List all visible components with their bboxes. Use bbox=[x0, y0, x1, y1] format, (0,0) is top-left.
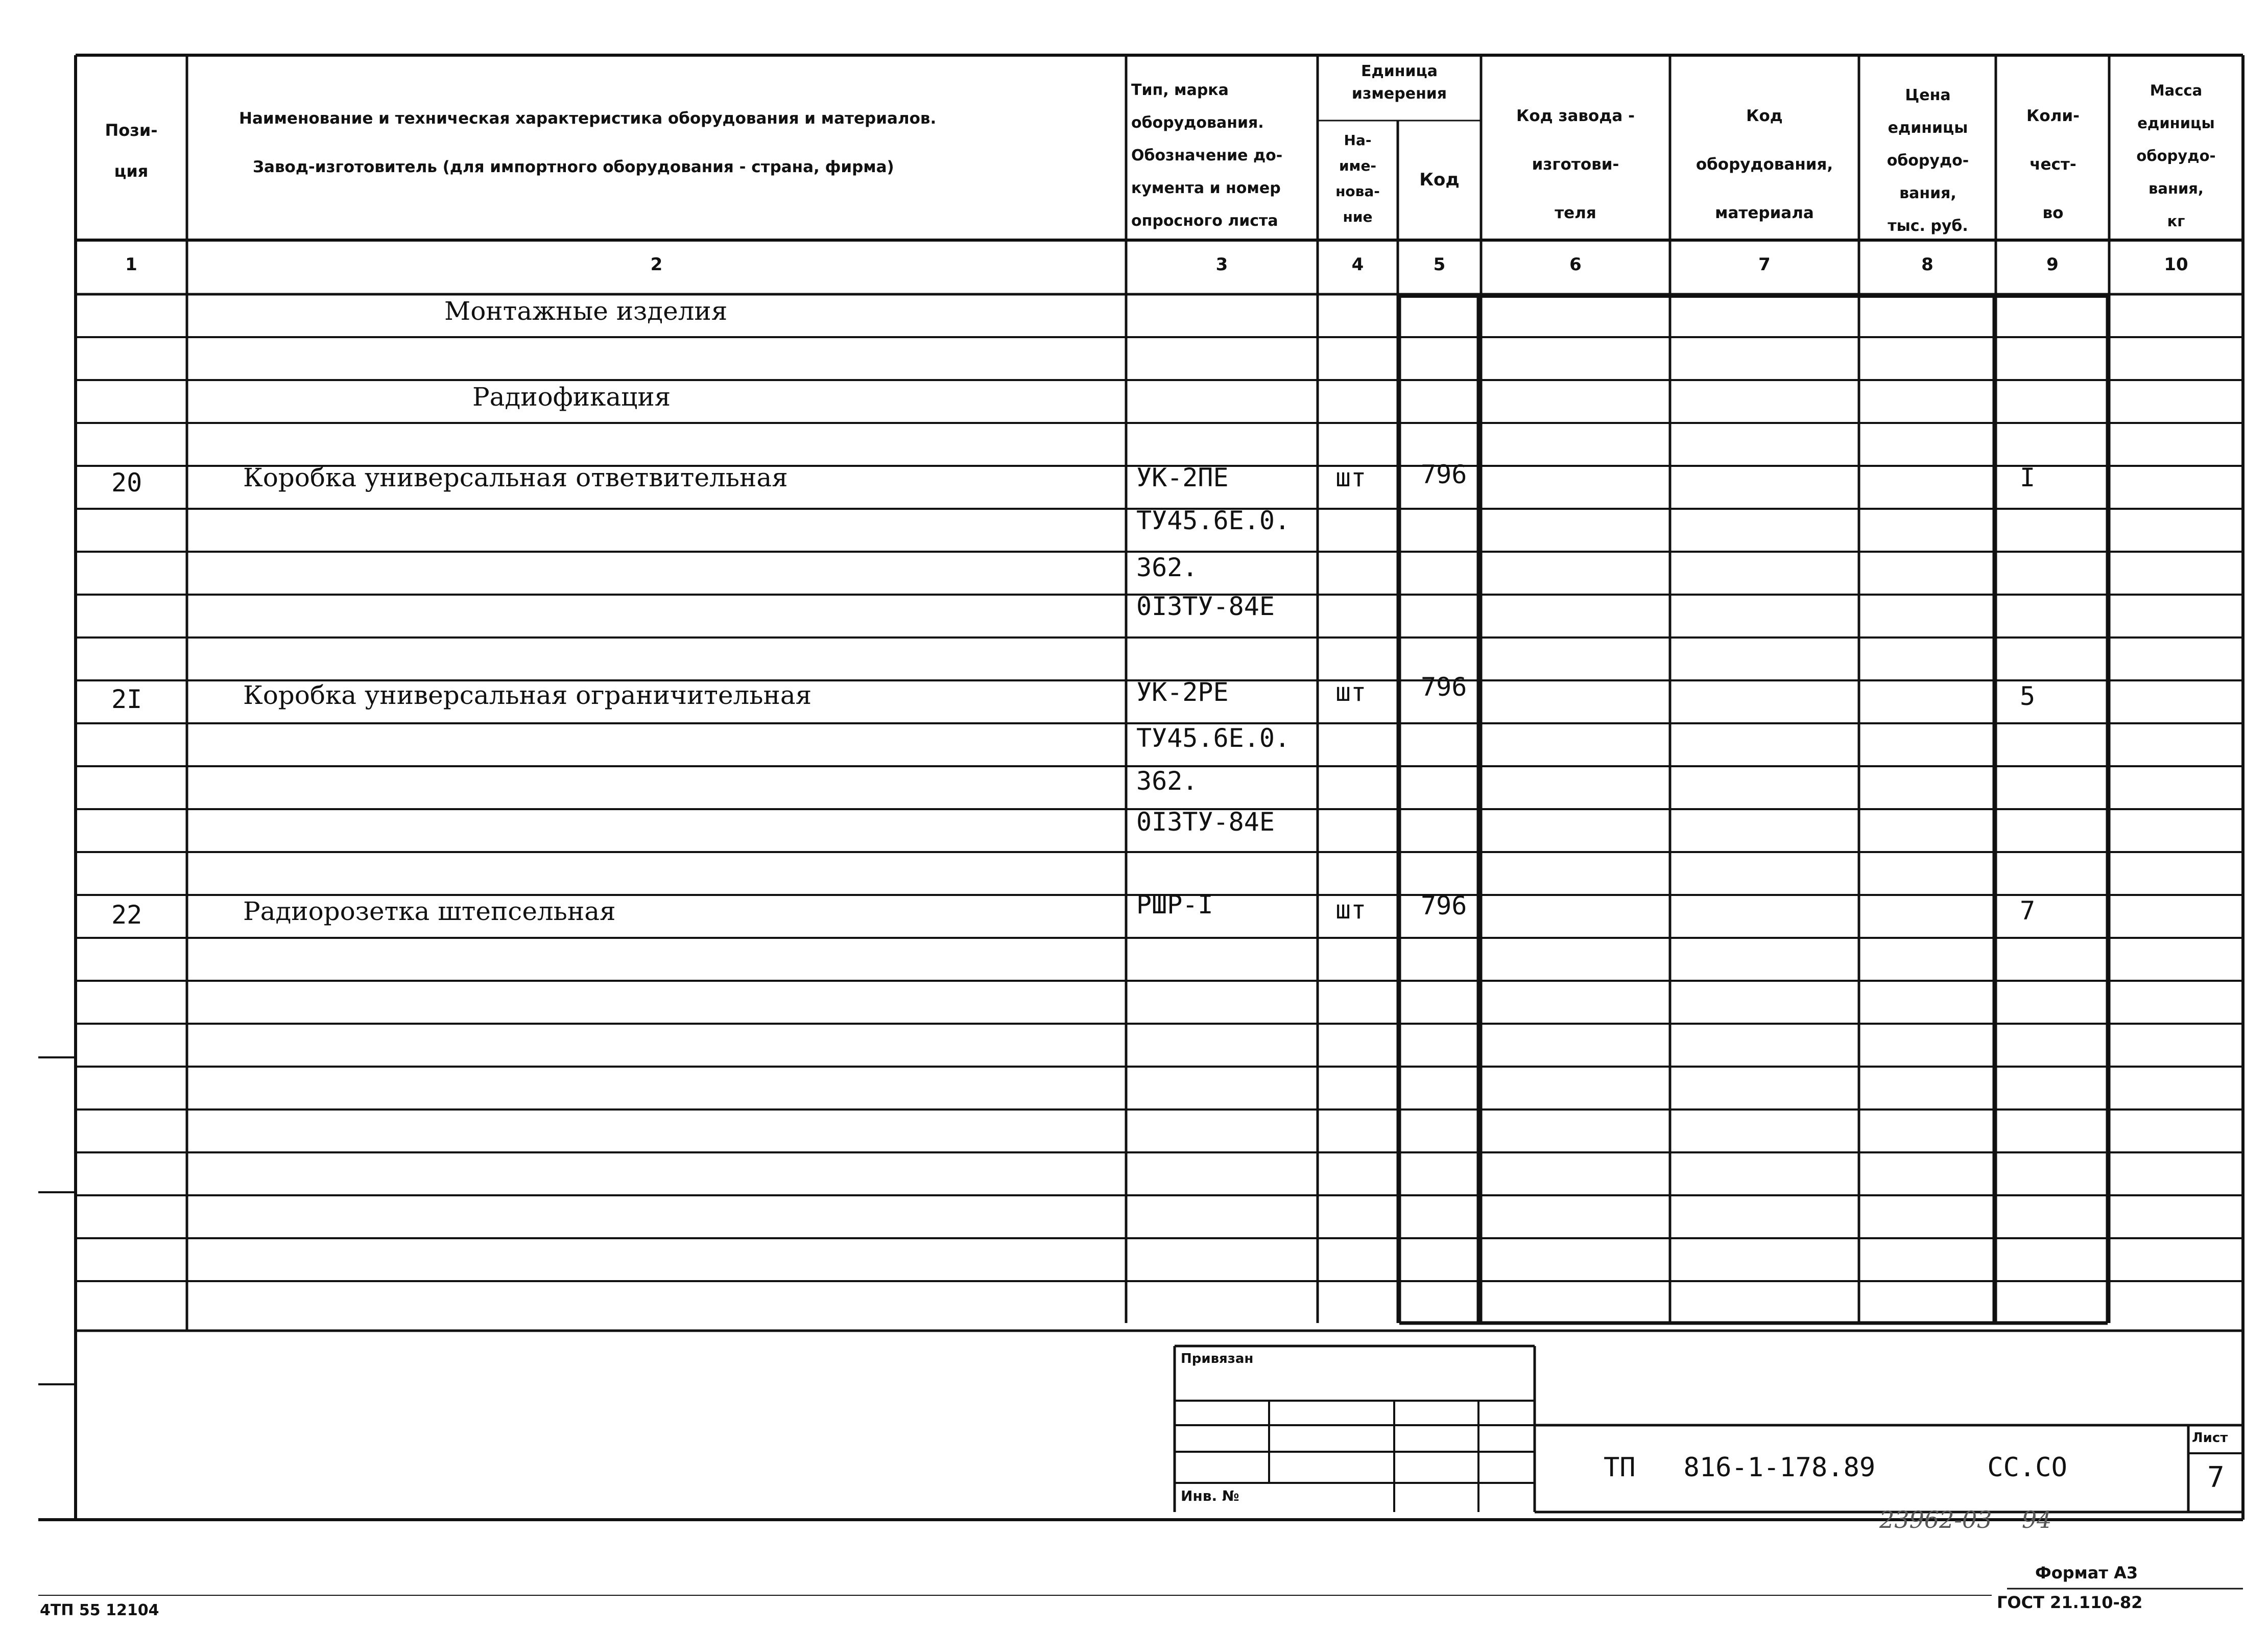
corner-code: 4ТП 55 12104 bbox=[40, 1601, 159, 1619]
column-number: 8 bbox=[1921, 254, 1933, 275]
item-quantity: 7 bbox=[2020, 896, 2036, 926]
header-quantity bbox=[1997, 92, 2109, 238]
header-line: име- bbox=[1339, 157, 1377, 174]
item-unit-code: 796 bbox=[1421, 460, 1467, 489]
header-line: во bbox=[2042, 204, 2064, 222]
header-line: оборудования. bbox=[1131, 114, 1264, 132]
header-line: тыс. руб. bbox=[1888, 217, 1968, 235]
header-line: Код bbox=[1746, 107, 1783, 125]
header-line: Код завода - bbox=[1516, 107, 1635, 125]
header-position bbox=[78, 110, 185, 192]
item-unit: шт bbox=[1335, 463, 1367, 492]
item-unit-code: 796 bbox=[1421, 891, 1467, 920]
header-line: оборудования, bbox=[1696, 155, 1833, 174]
column-number: 10 bbox=[2164, 254, 2188, 275]
item-name: Радиорозетка штепсельная bbox=[243, 896, 616, 926]
header-line: кг bbox=[2167, 213, 2185, 230]
header-line: оборудо- bbox=[1887, 152, 1969, 170]
column-number: 1 bbox=[125, 254, 137, 275]
item-type-line: 0I3ТУ-84Е bbox=[1136, 592, 1275, 621]
item-type-line: УК-2РЕ bbox=[1136, 677, 1229, 707]
header-line: Единица bbox=[1361, 62, 1438, 80]
header-line: вания, bbox=[2148, 180, 2204, 197]
header-unit-group bbox=[1318, 60, 1481, 105]
header-equipment-code bbox=[1673, 92, 1856, 238]
header-line: Тип, марка bbox=[1131, 81, 1229, 99]
margin-tick bbox=[38, 1191, 75, 1193]
header-unit-name bbox=[1318, 128, 1398, 230]
header-mass bbox=[2110, 74, 2242, 238]
header-line: Цена bbox=[1905, 86, 1951, 104]
header-factory-code bbox=[1484, 92, 1667, 238]
header-line: оборудо- bbox=[2136, 147, 2216, 164]
section-heading-radio: Радиофикация bbox=[472, 382, 671, 412]
item-type-line: ТУ45.6Е.0. bbox=[1136, 723, 1291, 753]
format-label: Формат А3 bbox=[2035, 1563, 2138, 1583]
margin-tick bbox=[38, 1383, 75, 1385]
handwritten-number: 23962-03 94 bbox=[1879, 1506, 2052, 1533]
header-line: Масса bbox=[2150, 82, 2203, 99]
item-position: 20 bbox=[111, 468, 142, 498]
item-type-line: ТУ45.6Е.0. bbox=[1136, 506, 1291, 535]
item-quantity: 5 bbox=[2020, 681, 2036, 711]
header-line: нова- bbox=[1335, 183, 1380, 200]
header-name bbox=[204, 95, 1124, 192]
item-unit: шт bbox=[1335, 677, 1367, 707]
header-line: Обозначение до- bbox=[1131, 147, 1283, 164]
section-heading-montage: Монтажные изделия bbox=[444, 296, 728, 326]
item-name: Коробка универсальная ограничительная bbox=[243, 680, 812, 710]
header-line: теля bbox=[1555, 204, 1596, 222]
column-number: 9 bbox=[2046, 254, 2059, 275]
item-position: 22 bbox=[111, 900, 142, 930]
item-unit-code: 796 bbox=[1421, 672, 1467, 702]
header-line: измерения bbox=[1351, 85, 1447, 103]
item-type-line: РШР-I bbox=[1136, 890, 1213, 919]
gost-label: ГОСТ 21.110-82 bbox=[1997, 1593, 2143, 1612]
column-number: 4 bbox=[1351, 254, 1364, 275]
item-type-line: 362. bbox=[1136, 766, 1198, 796]
margin-tick bbox=[38, 1056, 75, 1058]
header-line: единицы bbox=[2137, 114, 2215, 132]
header-line: кумента и номер bbox=[1131, 179, 1281, 197]
header-unit-code bbox=[1398, 166, 1481, 194]
title-block-privyazan: Привязан bbox=[1181, 1351, 1254, 1366]
item-position: 2I bbox=[111, 684, 142, 714]
header-line: Код bbox=[1419, 170, 1460, 190]
header-line: единицы bbox=[1888, 119, 1968, 137]
header-line: Наименование и техническая характеристика оборудования и материалов. bbox=[239, 109, 937, 128]
header-line: ние bbox=[1343, 208, 1373, 225]
header-line: На- bbox=[1344, 132, 1372, 149]
column-number: 2 bbox=[650, 254, 663, 275]
item-unit: шт bbox=[1335, 895, 1367, 925]
header-line: Завод-изготовитель (для импортного оборудования - страна, фирма) bbox=[253, 158, 894, 176]
header-line: изготови- bbox=[1532, 155, 1619, 174]
sheet-label: Лист bbox=[2192, 1430, 2228, 1446]
header-type bbox=[1131, 74, 1315, 238]
item-name: Коробка универсальная ответвительная bbox=[243, 463, 788, 492]
column-number: 5 bbox=[1433, 254, 1446, 275]
column-number: 6 bbox=[1569, 254, 1582, 275]
item-type-line: 362. bbox=[1136, 553, 1198, 582]
header-line: ция bbox=[114, 161, 149, 181]
column-number: 7 bbox=[1758, 254, 1771, 275]
header-line: Коли- bbox=[2026, 107, 2080, 125]
document-code: ТП 816-1-178.89 СС.СО bbox=[1604, 1452, 2067, 1483]
item-type-line: УК-2ПЕ bbox=[1136, 463, 1229, 492]
column-number: 3 bbox=[1215, 254, 1228, 275]
item-type-line: 0I3ТУ-84Е bbox=[1136, 807, 1275, 837]
item-quantity: I bbox=[2020, 463, 2036, 492]
header-line: вания, bbox=[1899, 184, 1956, 202]
header-line: чест- bbox=[2030, 155, 2076, 174]
header-line: материала bbox=[1715, 204, 1814, 222]
header-line: опросного листа bbox=[1131, 212, 1278, 230]
sheet-number: 7 bbox=[2207, 1461, 2225, 1494]
title-block-inv: Инв. № bbox=[1181, 1488, 1239, 1504]
header-price bbox=[1861, 79, 1994, 243]
header-line: Пози- bbox=[105, 121, 158, 140]
